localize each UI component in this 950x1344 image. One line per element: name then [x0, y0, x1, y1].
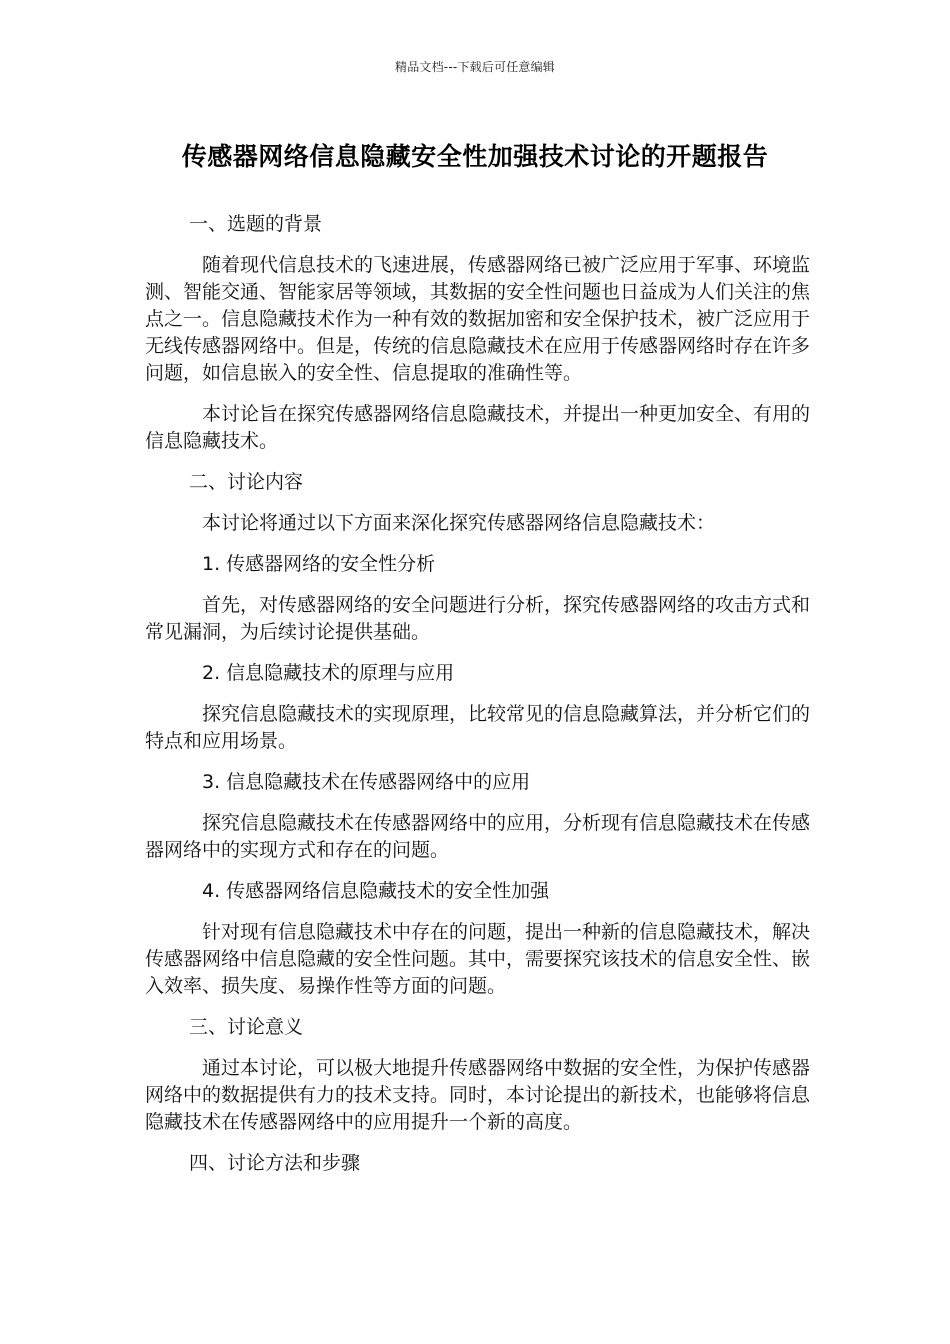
content-item-2-title: 2. 信息隐藏技术的原理与应用: [202, 662, 455, 684]
content-item-3-text: 探究信息隐藏技术在传感器网络中的应用，分析现有信息隐藏技术在传感器网络中的实现方式和存在的问题。: [145, 812, 811, 861]
significance-paragraph: 通过本讨论，可以极大地提升传感器网络中数据的安全性，为保护传感器网络中的数据提供有力的技术支持。同时，本讨论提出的新技术，也能够将信息隐藏技术在传感器网络中的应用提升一个新的高度。: [145, 1057, 811, 1133]
section-heading-background: 一、选题的背景: [189, 213, 323, 235]
section-heading-significance: 三、讨论意义: [189, 1016, 304, 1038]
content-intro: 本讨论将通过以下方面来深化探究传感器网络信息隐藏技术：: [202, 512, 716, 534]
content-item-1-text: 首先，对传感器网络的安全问题进行分析，探究传感器网络的攻击方式和常见漏洞，为后续讨论提供基础。: [145, 594, 811, 643]
header-note: 精品文档---下载后可任意编辑: [395, 60, 555, 74]
background-paragraph-1: 随着现代信息技术的飞速进展，传感器网络已被广泛应用于军事、环境监测、智能交通、智能家居等领域，其数据的安全性问题也日益成为人们关注的焦点之一。信息隐藏技术作为一种有效的数据加密和安全保护技术，被广泛应用于无线传感器网络中。但是，传统的信息隐藏技术在应用于传感器网络时存在许多问题，如信息嵌入的安全性、信息提取的准确性等。: [145, 254, 811, 384]
content-item-4-text: 针对现有信息隐藏技术中存在的问题，提出一种新的信息隐藏技术，解决传感器网络中信息隐藏的安全性问题。其中，需要探究该技术的信息安全性、嵌入效率、损失度、易操作性等方面的问题。: [145, 921, 811, 997]
content-item-3-title: 3. 信息隐藏技术在传感器网络中的应用: [202, 771, 531, 793]
content-item-4-title: 4. 传感器网络信息隐藏技术的安全性加强: [202, 880, 550, 902]
content-item-1-title: 1. 传感器网络的安全性分析: [202, 553, 436, 575]
content-item-2-text: 探究信息隐藏技术的实现原理，比较常见的信息隐藏算法，并分析它们的特点和应用场景。: [145, 703, 811, 752]
section-heading-methods: 四、讨论方法和步骤: [189, 1152, 361, 1174]
document-title: 传感器网络信息隐藏安全性加强技术讨论的开题报告: [181, 142, 769, 171]
document-body: [145, 211, 810, 1191]
background-paragraph-2: 本讨论旨在探究传感器网络信息隐藏技术，并提出一种更加安全、有用的信息隐藏技术。: [145, 403, 811, 452]
section-heading-content: 二、讨论内容: [189, 471, 304, 493]
